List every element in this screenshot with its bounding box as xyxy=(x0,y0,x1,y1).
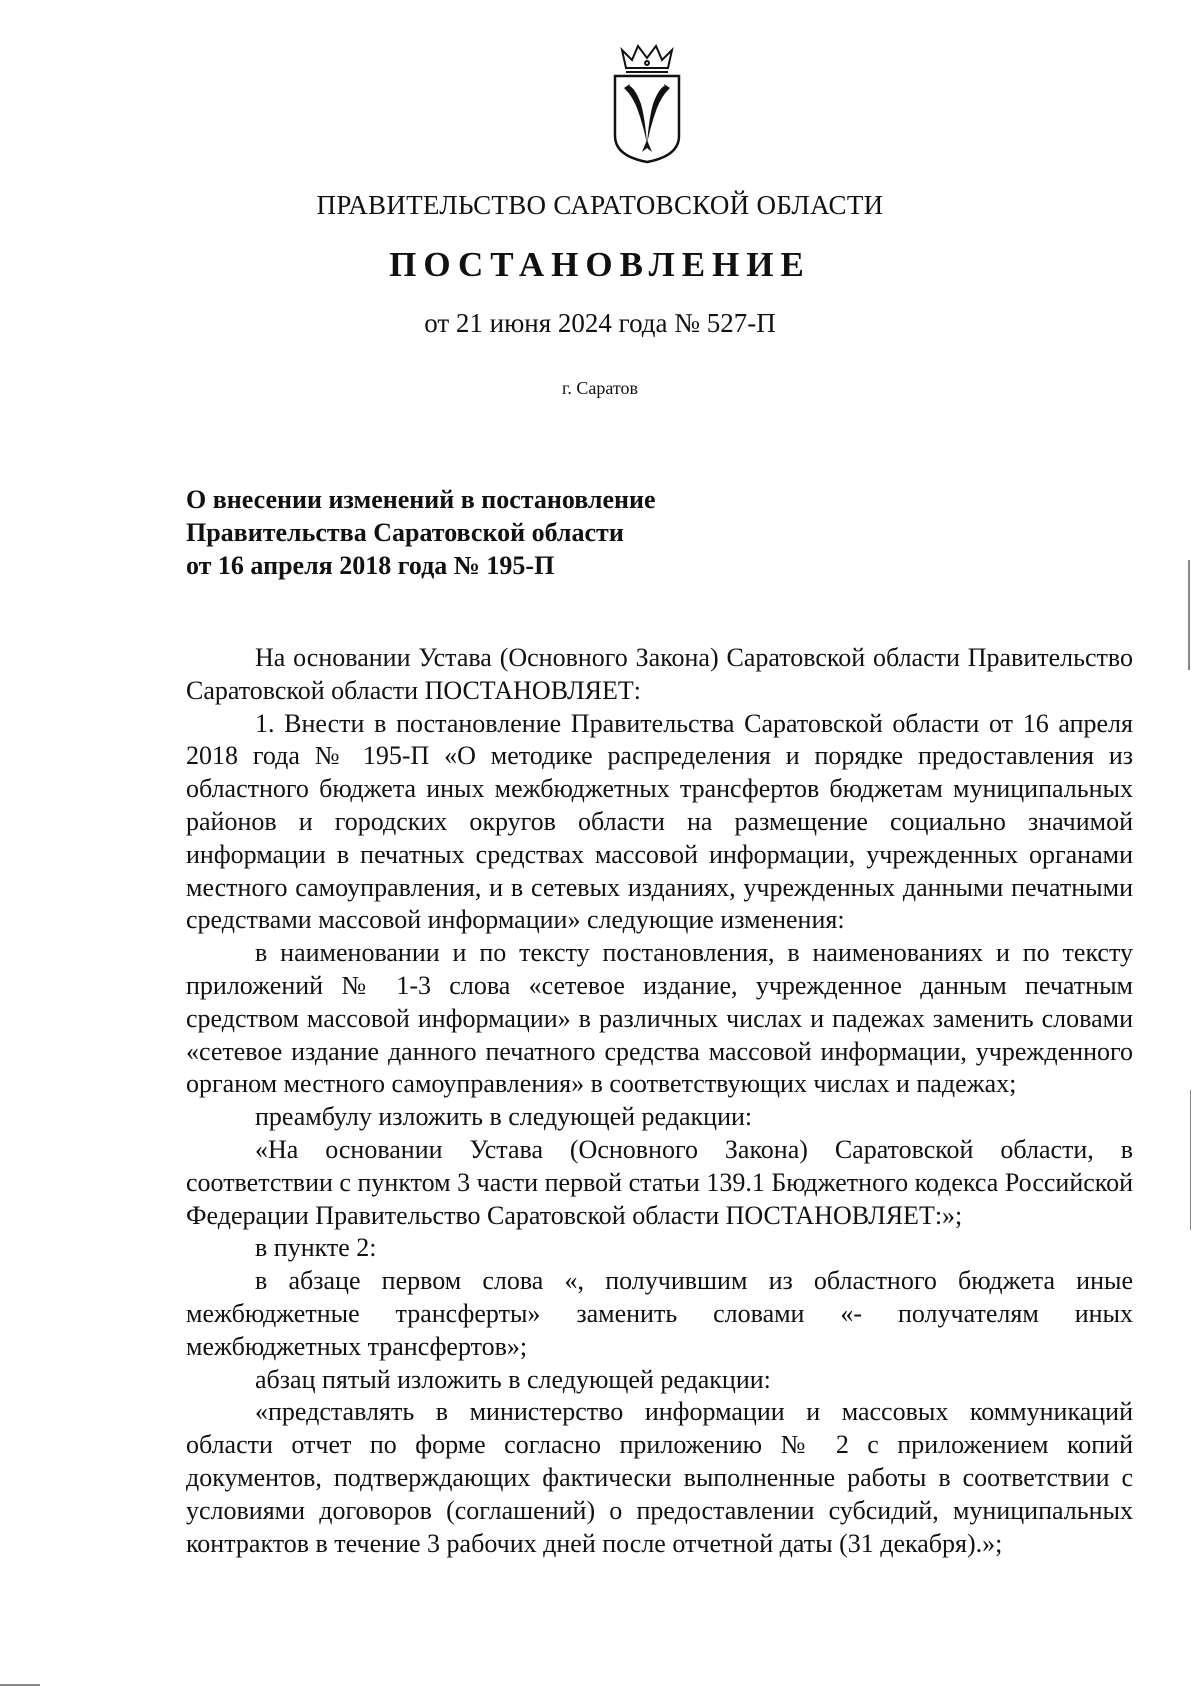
saratov-coat-of-arms-icon xyxy=(610,44,684,170)
document-city: г. Саратов xyxy=(562,378,638,398)
subject-line: от 16 апреля 2018 года № 195-П xyxy=(186,551,555,580)
body-paragraph: 1. Внести в постановление Правительства Саратовской области от 16 апреля 2018 года № 195-П «О методике распределения и порядке предоставления из областного бюджета иных межбюджетных трансфертов бюджетам муниципальных районов и городских округов области на размещение социально значимой информации в печатных средствах массовой информации, учрежденных органами местного самоуправления, и в сетевых изданиях, учрежденных данными печатными средствами массовой информации» следующие изменения: xyxy=(186,708,1133,935)
subject-line: Правительства Саратовской области xyxy=(186,518,624,547)
body-paragraph: в наименовании и по тексту постановления, в наименованиях и по тексту приложений № 1-3 слова «сетевое издание, учрежденное данным печатным средством массовой информации» в различных числах и падежах заменить словами «сетевое издание данного печатного средства массовой информации, учрежденного органом местного самоуправления» в соответствующих числах и падежах; xyxy=(186,938,1133,1099)
document-body xyxy=(186,642,1133,1560)
document-type-title: ПОСТАНОВЛЕНИЕ xyxy=(389,245,811,284)
scan-edge-mark xyxy=(1188,560,1190,670)
body-paragraph: в абзаце первом слова «, получившим из областного бюджета иные межбюджетные трансферты» заменить словами «- получателям иных межбюджетных трансфертов»; xyxy=(186,1266,1133,1361)
body-paragraph: «На основании Устава (Основного Закона) Саратовской области, в соответствии с пунктом 3 части первой статьи 139.1 Бюджетного кодекса Российской Федерации Правительство Саратовской области ПОСТАНОВЛЯЕТ:»; xyxy=(186,1134,1133,1230)
body-paragraph: На основании Устава (Основного Закона) Саратовской области Правительство Саратовской области ПОСТАНОВЛЯЕТ: xyxy=(186,643,1133,705)
subject-line: О внесении изменений в постановление xyxy=(186,485,656,514)
body-paragraph: «представлять в министерство информации и массовых коммуникаций области отчет по форме согласно приложению № 2 с приложением копий документов, подтверждающих фактически выполненные работы в соответствии с условиями договоров (соглашений) о предоставлении субсидий, муниципальных контрактов в течение 3 рабочих дней после отчетной даты (31 декабря).»; xyxy=(186,1397,1133,1558)
document-date-number: от 21 июня 2024 года № 527-П xyxy=(424,308,776,338)
organization-name: ПРАВИТЕЛЬСТВО САРАТОВСКОЙ ОБЛАСТИ xyxy=(316,190,884,220)
body-paragraph: преамбулу изложить в следующей редакции: xyxy=(255,1102,753,1132)
body-paragraph: в пункте 2: xyxy=(255,1233,377,1263)
body-paragraph: абзац пятый изложить в следующей редакции: xyxy=(255,1364,771,1394)
document-subject xyxy=(186,483,656,582)
scan-edge-mark xyxy=(0,1684,40,1686)
scan-edge-mark xyxy=(1190,1090,1191,1230)
